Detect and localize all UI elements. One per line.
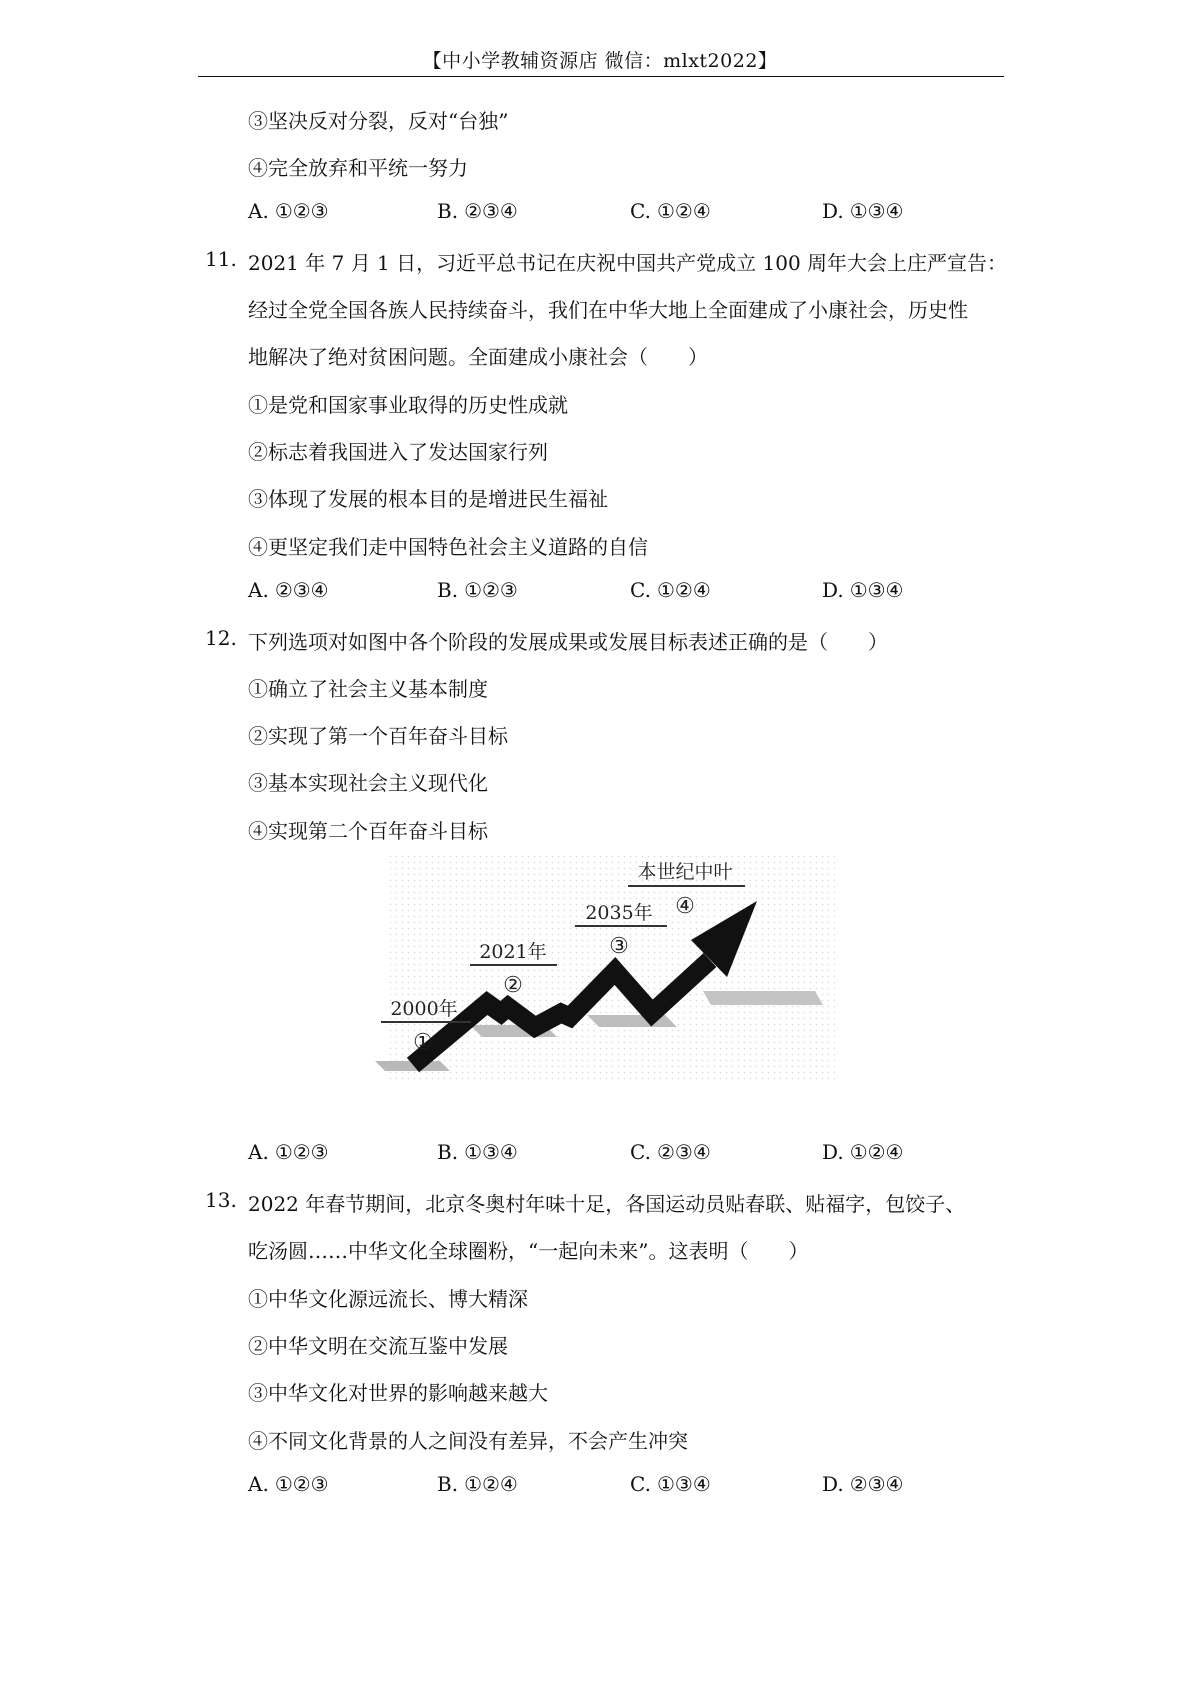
- q11-statement-2: ②标志着我国进入了发达国家行列: [248, 440, 548, 464]
- option-value: ①③④: [849, 578, 904, 602]
- q11-option-b: [437, 578, 518, 602]
- q10-option-c: [630, 199, 711, 223]
- option-label: C.: [630, 1140, 651, 1164]
- q11-option-c: [630, 578, 711, 602]
- option-label: C.: [630, 1472, 651, 1496]
- option-label: A.: [248, 1472, 269, 1496]
- q11-option-d: [822, 578, 903, 602]
- option-label: B.: [437, 1140, 459, 1164]
- q13-statement-3: ③中华文化对世界的影响越来越大: [248, 1381, 548, 1405]
- option-label: D.: [822, 578, 844, 602]
- q12-statement-4: ④实现第二个百年奋斗目标: [248, 819, 488, 843]
- stages-diagram: [365, 855, 835, 1080]
- development-stages-figure: [365, 855, 835, 1080]
- page-header: 【中小学教辅资源店 微信：mlxt2022】: [422, 50, 778, 72]
- option-value: ①②③: [464, 578, 518, 602]
- option-value: ①②④: [464, 1472, 518, 1496]
- option-value: ①③④: [656, 1472, 711, 1496]
- q13-statement-2: ②中华文明在交流互鉴中发展: [248, 1334, 508, 1358]
- q12-option-c: [630, 1140, 711, 1164]
- q13-statement-1: ①中华文化源远流长、博大精深: [248, 1287, 528, 1311]
- q11-number: 11.: [205, 247, 237, 271]
- q13-option-c: [630, 1472, 711, 1496]
- option-label: B.: [437, 1472, 459, 1496]
- stage-3-mark: ③: [609, 934, 629, 959]
- q10-statement-4: ④完全放弃和平统一努力: [248, 156, 468, 180]
- q13-statement-4: ④不同文化背景的人之间没有差异，不会产生冲突: [248, 1429, 688, 1453]
- step-plate-4: [703, 991, 823, 1005]
- option-label: B.: [437, 199, 459, 223]
- q12-statement-3: ③基本实现社会主义现代化: [248, 771, 488, 795]
- option-value: ②③④: [274, 578, 329, 602]
- option-label: A.: [248, 199, 269, 223]
- q13-option-d: [822, 1472, 903, 1496]
- q11-stem-line-3: 地解决了绝对贫困问题。全面建成小康社会（ ）: [248, 345, 708, 369]
- option-value: ①②③: [274, 1140, 329, 1164]
- header-rule: [198, 76, 1004, 77]
- q13-option-a: [248, 1472, 329, 1496]
- stage-4-mark: ④: [675, 894, 695, 919]
- q10-option-d: [822, 199, 903, 223]
- q11-stem-line-1: 2021 年 7 月 1 日，习近平总书记在庆祝中国共产党成立 100 周年大会上庄严宣告：: [248, 251, 1008, 275]
- stage-1-year: 2000年: [390, 998, 458, 1020]
- q11-option-a: [248, 578, 329, 602]
- stage-1-mark: ①: [413, 1030, 433, 1055]
- option-label: D.: [822, 1140, 844, 1164]
- q10-statement-3: ③坚决反对分裂，反对“台独”: [248, 109, 509, 133]
- q12-option-a: [248, 1140, 329, 1164]
- option-value: ①②④: [656, 578, 711, 602]
- option-value: ①②③: [274, 199, 329, 223]
- stage-4-year: 本世纪中叶: [637, 861, 733, 883]
- q12-option-d: [822, 1140, 903, 1164]
- stage-2-mark: ②: [503, 973, 523, 998]
- q13-number: 13.: [205, 1188, 237, 1212]
- option-value: ①②③: [274, 1472, 329, 1496]
- q11-statement-3: ③体现了发展的根本目的是增进民生福祉: [248, 487, 608, 511]
- q12-number: 12.: [205, 626, 237, 650]
- option-label: D.: [822, 1472, 844, 1496]
- q12-statement-2: ②实现了第一个百年奋斗目标: [248, 724, 508, 748]
- q11-stem-line-2: 经过全党全国各族人民持续奋斗，我们在中华大地上全面建成了小康社会，历史性: [248, 298, 968, 322]
- stage-3-year: 2035年: [585, 902, 653, 924]
- option-value: ②③④: [849, 1472, 904, 1496]
- option-value: ①③④: [849, 199, 904, 223]
- option-label: C.: [630, 578, 651, 602]
- q13-option-b: [437, 1472, 518, 1496]
- option-value: ①②④: [849, 1140, 904, 1164]
- stage-2-year: 2021年: [479, 941, 547, 963]
- q12-stem-line-1: 下列选项对如图中各个阶段的发展成果或发展目标表述正确的是（ ）: [248, 630, 888, 654]
- option-label: A.: [248, 1140, 269, 1164]
- step-plate-3: [587, 1015, 677, 1027]
- q13-stem-line-2: 吃汤圆……中华文化全球圈粉，“一起向未来”。这表明（ ）: [248, 1239, 809, 1263]
- option-label: B.: [437, 578, 459, 602]
- q10-option-a: [248, 199, 329, 223]
- q13-stem-line-1: 2022 年春节期间，北京冬奥村年味十足，各国运动员贴春联、贴福字，包饺子、: [248, 1192, 966, 1216]
- option-label: A.: [248, 578, 269, 602]
- q12-option-b: [437, 1140, 518, 1164]
- option-value: ②③④: [464, 199, 518, 223]
- q10-option-b: [437, 199, 518, 223]
- option-label: D.: [822, 199, 844, 223]
- q11-statement-4: ④更坚定我们走中国特色社会主义道路的自信: [248, 535, 648, 559]
- option-value: ②③④: [656, 1140, 711, 1164]
- option-value: ①②④: [656, 199, 711, 223]
- option-value: ①③④: [464, 1140, 518, 1164]
- option-label: C.: [630, 199, 651, 223]
- q11-statement-1: ①是党和国家事业取得的历史性成就: [248, 393, 568, 417]
- q12-statement-1: ①确立了社会主义基本制度: [248, 677, 488, 701]
